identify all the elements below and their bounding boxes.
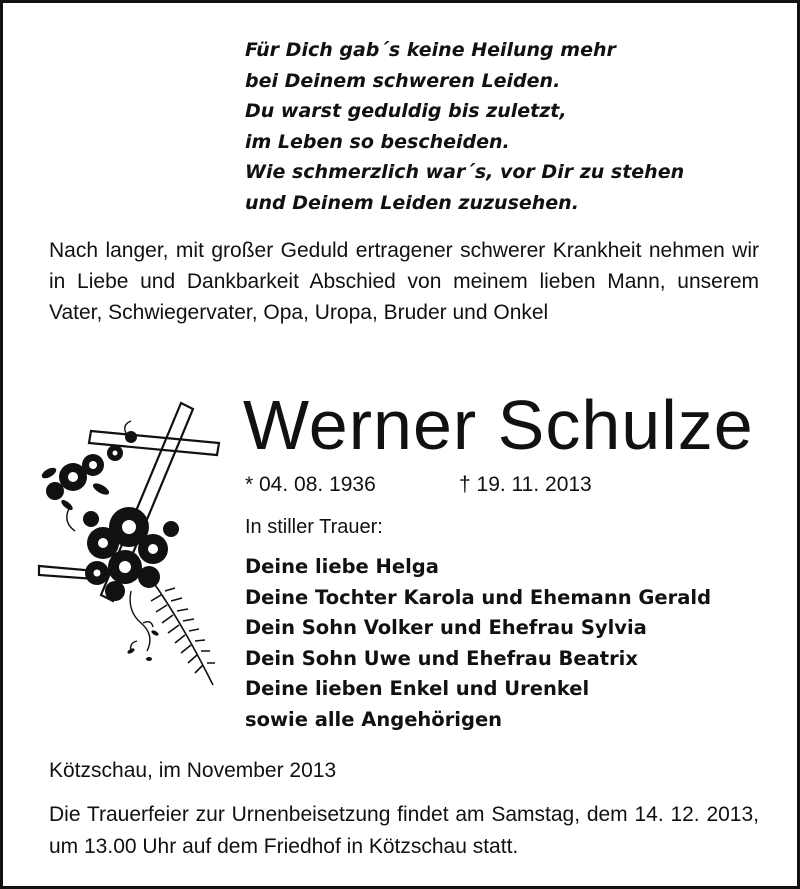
poem-line: Für Dich gab´s keine Heilung mehr — [245, 39, 616, 61]
mourner-line: Deine liebe Helga — [245, 555, 439, 578]
mourner-line: Dein Sohn Volker und Ehefrau Sylvia — [245, 616, 647, 639]
memorial-poem — [245, 35, 785, 218]
poem-line: bei Deinem schweren Leiden. — [245, 69, 561, 92]
poem-line: Wie schmerzlich war´s, vor Dir zu stehen — [245, 161, 685, 183]
birth-date: * 04. 08. 1936 — [245, 473, 376, 496]
funeral-notice: Die Trauerfeier zur Urnenbeisetzung findet am Samstag, dem 14. 12. 2013, um 13.00 Uhr auf dem Friedhof in Kötzschau statt. — [49, 803, 759, 858]
poem-line: und Deinem Leiden zuzusehen. — [245, 191, 579, 214]
deceased-name: Werner Schulze — [243, 386, 754, 464]
mourner-line: Deine Tochter Karola und Ehemann Gerald — [245, 585, 712, 609]
mourner-line: sowie alle Angehörigen — [245, 707, 503, 731]
place-date: Kötzschau, im November 2013 — [49, 759, 337, 782]
poem-line: im Leben so bescheiden. — [245, 130, 510, 153]
intro-paragraph: Nach langer, mit großer Geduld ertragener schwerer Krankheit nehmen wir in Liebe und Dankbarkeit Abschied von meinem lieben Mann, unserem Vater, Schwiegervater, Opa, Uropa, Bruder und Onkel — [49, 239, 759, 324]
death-date: † 19. 11. 2013 — [459, 473, 592, 496]
poem-line: Du warst geduldig bis zuletzt, — [245, 100, 567, 122]
mourner-line: Deine lieben Enkel und Urenkel — [245, 677, 590, 700]
mourner-line: Dein Sohn Uwe und Ehefrau Beatrix — [245, 646, 638, 670]
mourners-list — [245, 552, 765, 735]
cross-with-roses-icon — [31, 401, 231, 691]
mourning-label: In stiller Trauer: — [245, 516, 383, 538]
